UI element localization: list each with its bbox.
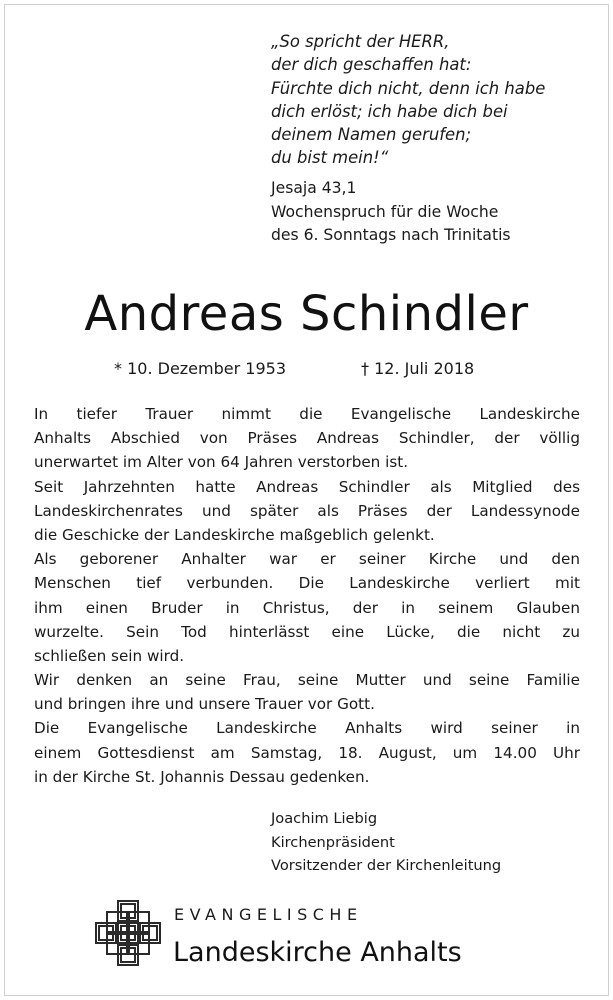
text-line: Als geborener Anhalter war er seiner Kirche und den <box>34 550 580 569</box>
text-line: wurzelte. Sein Tod hinterlässt eine Lücke, die nicht zu <box>34 622 580 641</box>
birth-date: * 10. Dezember 1953 <box>114 359 286 378</box>
quote-note-line: Wochenspruch für die Woche <box>271 202 499 221</box>
quote-line: deinem Namen gerufen; <box>271 125 472 145</box>
signatory-title: Kirchenpräsident <box>271 833 395 851</box>
quote-note-line: des 6. Sonntags nach Trinitatis <box>271 226 511 244</box>
signatory-role: Vorsitzender der Kirchenleitung <box>271 857 502 874</box>
signatory-name: Joachim Liebig <box>271 810 378 827</box>
text-line: ihm einen Bruder in Christus, der in seinem Glauben <box>34 598 580 617</box>
text-line: und bringen ihre und unsere Trauer vor Gott. <box>34 695 375 714</box>
quote-line: der dich geschaffen hat: <box>271 55 472 75</box>
quote-reference: Jesaja 43,1 <box>271 179 357 197</box>
quote-line: du bist mein!“ <box>271 148 389 168</box>
text-line: schließen sein wird. <box>34 646 185 665</box>
logo-text-landeskirche: Landeskirche Anhalts <box>173 937 462 968</box>
text-line: Wir denken an seine Frau, seine Mutter und seine Familie <box>34 671 580 690</box>
bible-quote <box>271 30 601 170</box>
text-line: die Geschicke der Landeskirche maßgeblich gelenkt. <box>34 525 435 544</box>
death-date: † 12. Juli 2018 <box>361 359 475 378</box>
text-line: Menschen tief verbunden. Die Landeskirche verliert mit <box>34 574 580 593</box>
quote-line: Fürchte dich nicht, denn ich habe <box>271 78 546 98</box>
text-line: Anhalts Abschied von Präses Andreas Schindler, der völlig <box>34 429 580 448</box>
signature-block <box>271 807 591 878</box>
text-line: Die Evangelische Landeskirche Anhalts wird seiner in <box>34 719 580 738</box>
text-line: in der Kirche St. Johannis Dessau gedenken. <box>34 767 370 786</box>
text-line: unerwartet im Alter von 64 Jahren verstorben ist. <box>34 453 409 472</box>
text-line: In tiefer Trauer nimmt die Evangelische Landeskirche <box>34 405 580 423</box>
deceased-name: Andreas Schindler <box>84 286 529 342</box>
text-line: Seit Jahrzehnten hatte Andreas Schindler als Mitglied des <box>34 477 580 496</box>
text-line: einem Gottesdienst am Samstag, 18. August, um 14.00 Uhr <box>34 743 580 762</box>
text-line: Landeskirchenrates und später als Präses der Landessynode <box>34 501 580 520</box>
logo-text-evangelische: EVANGELISCHE <box>174 905 363 924</box>
quote-line: „So spricht der HERR, <box>271 32 450 51</box>
quote-reference-block <box>271 177 601 248</box>
obituary-text <box>34 402 580 789</box>
church-cross-logo-icon <box>94 899 164 969</box>
quote-line: dich erlöst; ich habe dich bei <box>271 101 508 121</box>
